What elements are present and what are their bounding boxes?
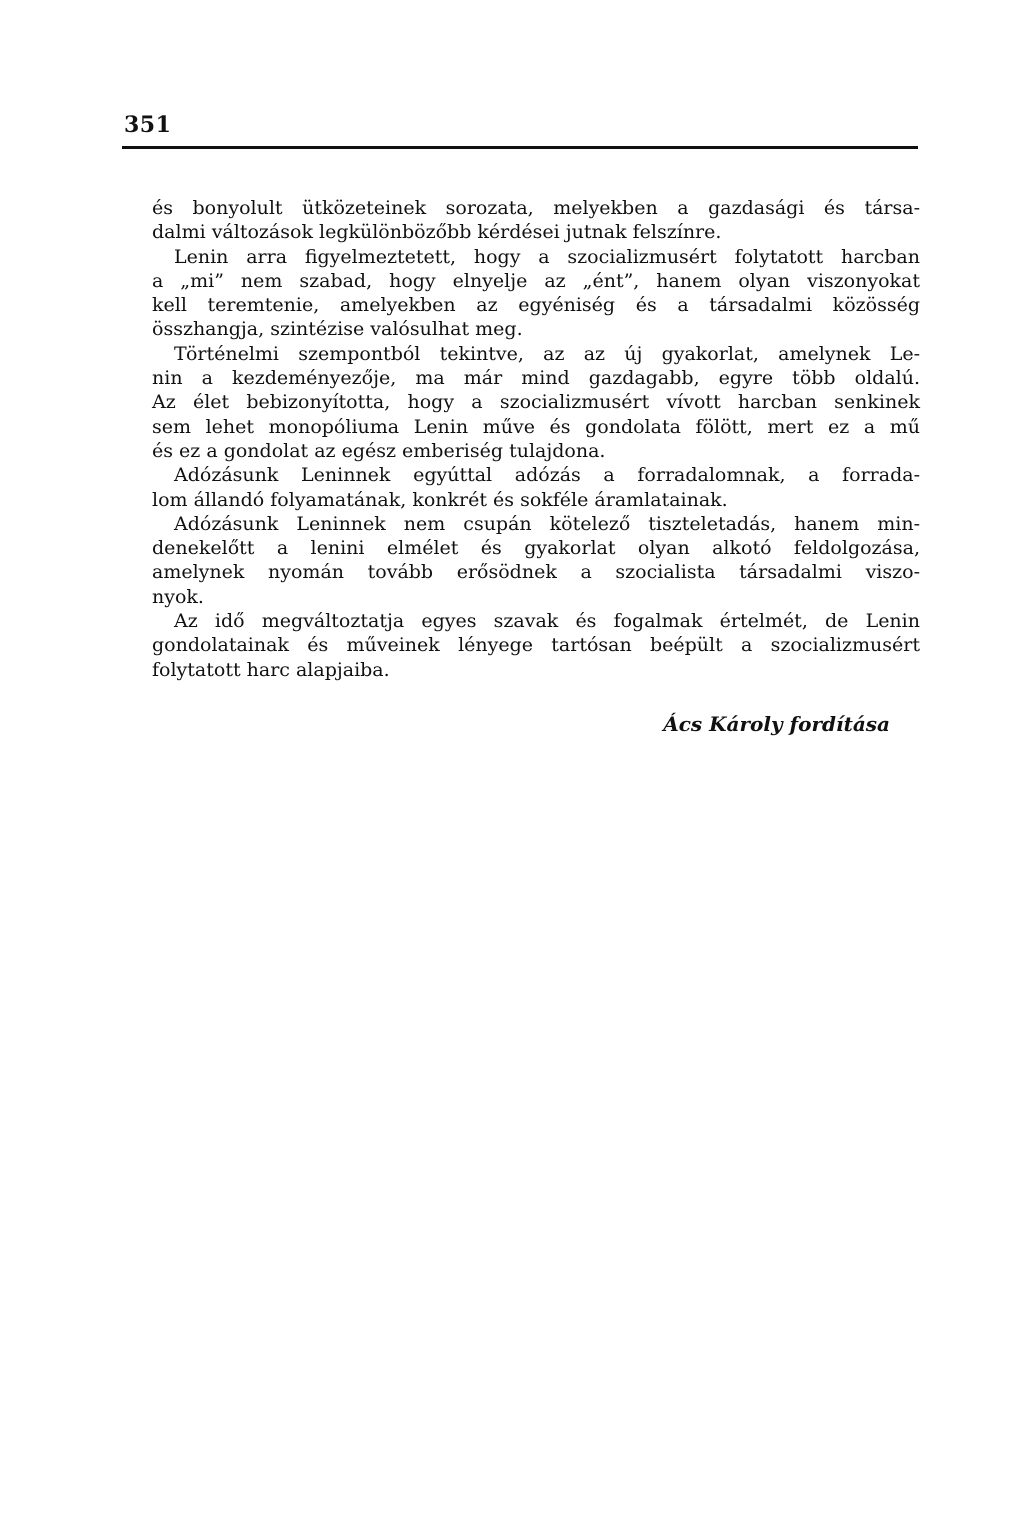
text-line: Adózásunk Leninnek egyúttal adózás a forradalomnak, a forrada-: [174, 464, 920, 487]
text-line: nin a kezdeményezője, ma már mind gazdagabb, egyre több oldalú.: [152, 367, 920, 390]
text-line: és bonyolult ütközeteinek sorozata, melyekben a gazdasági és társa-: [152, 197, 920, 219]
text-line: dalmi változások legkülönbözőbb kérdései jutnak felszínre.: [152, 221, 722, 244]
text-line: és ez a gondolat az egész emberiség tulajdona.: [152, 439, 606, 462]
header-rule: [122, 146, 918, 149]
text-line: Adózásunk Leninnek nem csupán kötelező tiszteletadás, hanem min-: [174, 512, 920, 535]
text-line: Történelmi szempontból tekintve, az az új gyakorlat, amelynek Le-: [174, 342, 920, 365]
text-line: összhangja, szintézise valósulhat meg.: [152, 318, 523, 341]
text-line: amelynek nyomán tovább erősödnek a szocialista társadalmi viszo-: [152, 561, 920, 584]
page-number: 351: [124, 112, 172, 138]
text-line: kell teremtenie, amelyekben az egyéniség és a társadalmi közösség: [152, 294, 920, 317]
text-line: a „mi” nem szabad, hogy elnyelje az „ént”, hanem olyan viszonyokat: [152, 269, 920, 292]
text-line: sem lehet monopóliuma Lenin műve és gondolata fölött, mert ez a mű: [152, 415, 920, 438]
text-line: Az élet bebizonyította, hogy a szocializmusért vívott harcban senkinek: [152, 391, 920, 414]
text-line: Lenin arra figyelmeztetett, hogy a szocializmusért folytatott harcban: [174, 245, 920, 268]
text-line: nyok.: [152, 585, 204, 608]
text-line: lom állandó folyamatának, konkrét és sokféle áramlatainak.: [152, 488, 728, 511]
text-line: gondolatainak és műveinek lényege tartósan beépült a szocializmusért: [152, 634, 920, 657]
body-text: [152, 196, 920, 682]
translator-credit: Ács Károly fordítása: [663, 712, 890, 736]
text-line: folytatott harc alapjaiba.: [152, 658, 390, 681]
text-line: Az idő megváltoztatja egyes szavak és fogalmak értelmét, de Lenin: [174, 610, 920, 633]
text-line: denekelőtt a lenini elmélet és gyakorlat olyan alkotó feldolgozása,: [152, 537, 920, 560]
